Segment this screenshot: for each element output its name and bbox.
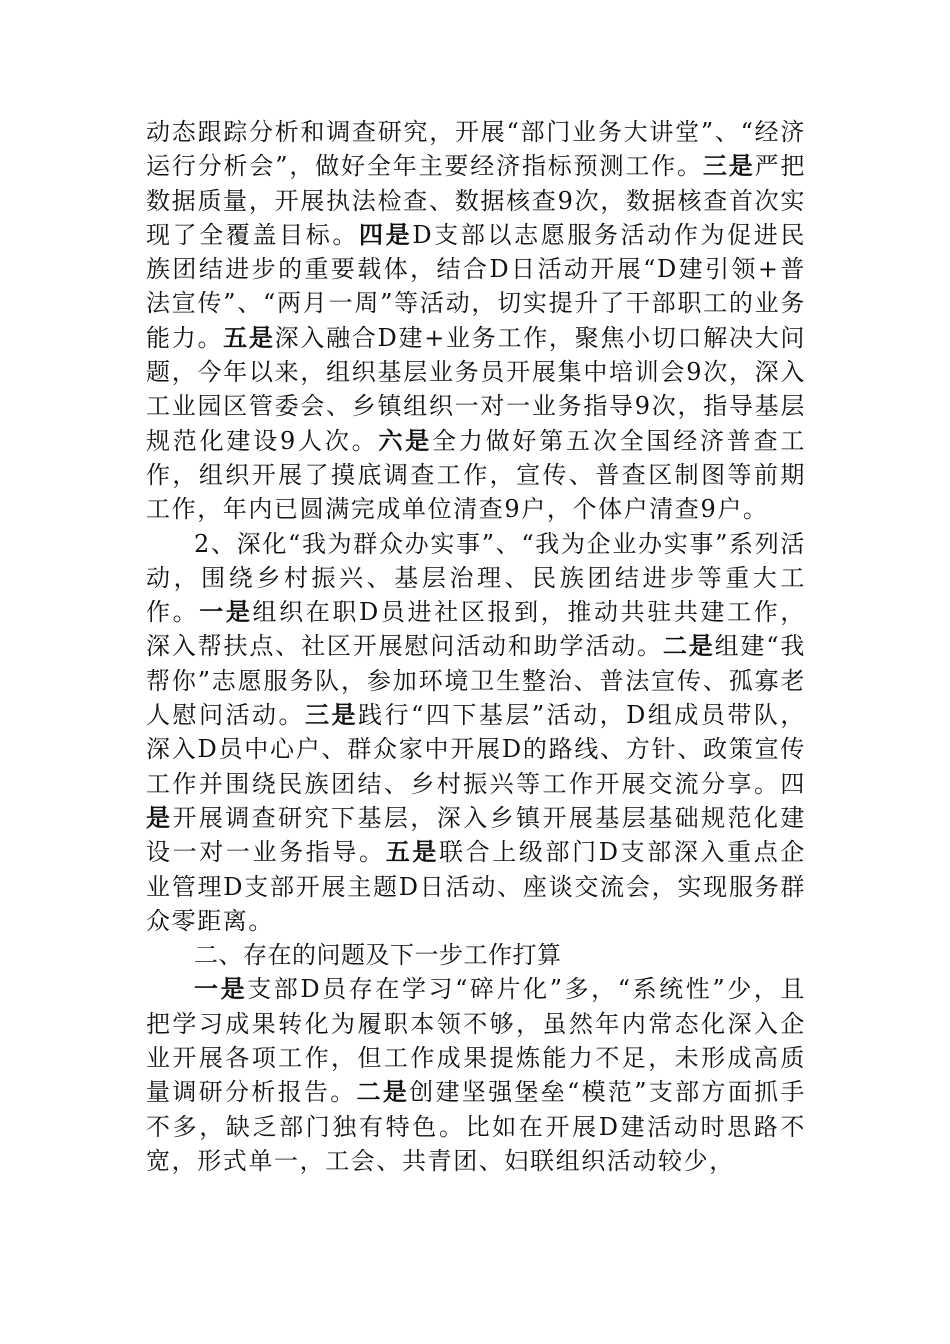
p3-bold-1: 一是 bbox=[194, 974, 248, 1004]
p2-bold-4: 是 bbox=[146, 802, 173, 832]
paragraph-2 bbox=[146, 527, 806, 939]
p2-text-5: 开展调查研究下基层，深入乡镇开展基层基础规范化建设一对一业务指导。 bbox=[146, 803, 806, 867]
p1-bold-2: 四是 bbox=[359, 219, 413, 249]
p1-bold-3: 五是 bbox=[223, 322, 275, 352]
p1-bold-4: 六是 bbox=[378, 425, 433, 455]
p1-bold-1: 三是 bbox=[702, 151, 755, 181]
p1-text-2: 严把数据质量，开展执法检查、数据核查9次，数据核查首次实现了全覆盖目标。 bbox=[146, 152, 807, 249]
p1-text-3: D支部以志愿服务活动作为促进民族团结进步的重要载体，结合D日活动开展“D建引领+普法宣传”、“两月一周”等活动，切实提升了干部职工的业务能力。 bbox=[146, 220, 806, 352]
p2-text-6: 联合上级部门D支部深入重点企业管理D支部开展主题D日活动、座谈交流会，实现服务群众零距离。 bbox=[146, 838, 806, 935]
document-page bbox=[146, 115, 806, 1178]
p2-bold-3: 三是 bbox=[305, 700, 359, 730]
paragraph-1 bbox=[146, 115, 806, 527]
p2-text-2: 组织在职D员进社区报到，推动共驻共建工作，深入帮扶点、社区开展慰问活动和助学活动。 bbox=[146, 598, 806, 661]
p2-bold-5: 五是 bbox=[385, 837, 439, 867]
p1-text-1: 动态跟踪分析和调查研究，开展“部门业务大讲堂”、“经济运行分析会”，做好全年主要经济指标预测工作。 bbox=[146, 118, 806, 181]
p1-text-4: 深入融合D建+业务工作，聚焦小切口解决大问题，今年以来，组织基层业务员开展集中培训会9次，深入工业园区管委会、乡镇组织一对一业务指导9次，指导基层规范化建设9人次。 bbox=[146, 323, 806, 455]
p2-bold-2: 二是 bbox=[662, 631, 715, 661]
p3-bold-2: 二是 bbox=[356, 1077, 410, 1107]
p2-text-4: 践行“四下基层”活动，D组成员带队，深入D员中心户、群众家中开展D的路线、方针、政策宣传工作并围绕民族团结、乡村振兴等工作开展交流分享。四 bbox=[146, 701, 806, 798]
p2-bold-1: 一是 bbox=[199, 597, 253, 627]
p2-text-3: 组建“我帮你”志愿服务队，参加环境卫生整治、普法宣传、孤寡老人慰问活动。 bbox=[146, 632, 807, 730]
p3-text-2: 创建坚强堡垒“模范”支部方面抓手不多，缺乏部门独有特色。比如在开展D建活动时思路不宽，形式单一，工会、共青团、妇联组织活动较少， bbox=[146, 1078, 807, 1175]
p3-text-1: 支部D员存在学习“碎片化”多，“系统性”少，且把学习成果转化为履职本领不够，虽然年内常态化深入企业开展各项工作，但工作成果提炼能力不足，未形成高质量调研分析报告。 bbox=[146, 975, 807, 1107]
p1-text-5: 全力做好第五次全国经济普查工作，组织开展了摸底调查工作，宣传、普查区制图等前期工作，年内已圆满完成单位清查9户，个体户清查9户。 bbox=[146, 426, 807, 524]
paragraph-3 bbox=[146, 972, 806, 1178]
section-heading: 二、存在的问题及下一步工作打算 bbox=[194, 941, 562, 970]
p2-text-1: 2、深化“我为群众办实事”、“我为企业办实事”系列活动，围绕乡村振兴、基层治理、民族团结进步等重大工作。 bbox=[146, 529, 806, 627]
